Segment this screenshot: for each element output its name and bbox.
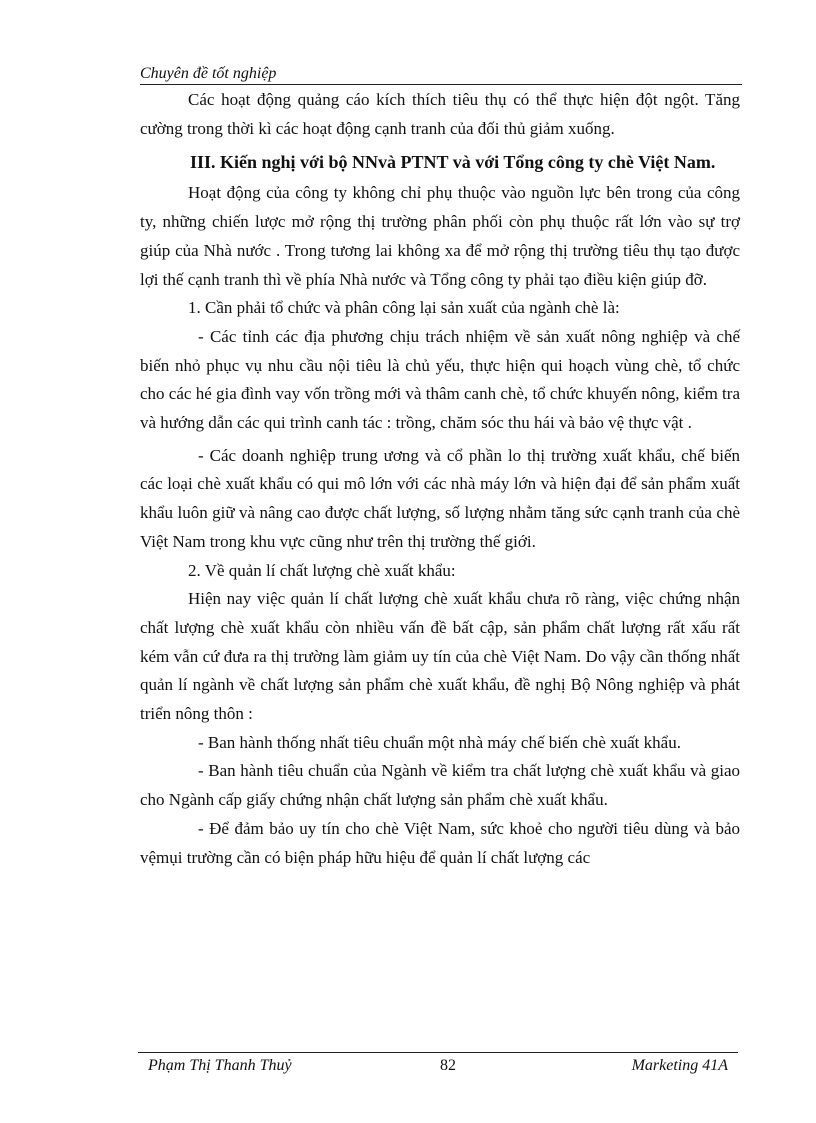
paragraph-quality: Hiện nay việc quản lí chất lượng chè xuất khẩu chưa rõ ràng, việc chứng nhận chất lượng chè xuất khẩu còn nhiều vấn đề bất cập, sản phẩm chất lượng rất xấu rất kém vẫn cứ đưa ra thị trường làm giảm uy tín của chè Việt Nam. Do vậy cần thống nhất quản lí ngành về chất lượng sản phẩm chè xuất khẩu, đề nghị Bộ Nông nghiệp và phát triển nông thôn : xyxy=(140,589,740,724)
header-title: Chuyên đề tốt nghiệp xyxy=(140,65,277,82)
footer-author: Phạm Thị Thanh Thuỷ xyxy=(148,1057,292,1074)
list-item-2: 2. Về quản lí chất lượng chè xuất khẩu: xyxy=(188,560,456,580)
page-header xyxy=(140,64,742,85)
footer-page-number: 82 xyxy=(440,1057,456,1074)
list-item-1: 1. Cần phải tổ chức và phân công lại sản xuất của ngành chè là: xyxy=(188,298,620,318)
section-heading: III. Kiến nghị với bộ NNvà PTNT và với Tổng công ty chè Việt Nam. xyxy=(190,152,716,173)
paragraph-intro: Hoạt động của công ty không chỉ phụ thuộc vào nguồn lực bên trong của công ty, những chiến lược mở rộng thị trường phân phối còn phụ thuộc rất lớn vào sự trợ giúp của Nhà nước . Trong tương lai không xa để mở rộng thị trường tiêu thụ tạo được lợi thế cạnh tranh thì về phía Nhà nước và Tổng công ty phải tạo điều kiện giúp đỡ. xyxy=(140,183,740,289)
bullet-inspection: - Ban hành tiêu chuẩn của Ngành về kiểm tra chất lượng chè xuất khẩu và giao cho Ngành cấp giấy chứng nhận chất lượng sản phẩm chè xuất khẩu. xyxy=(140,761,740,810)
page-footer xyxy=(138,1052,738,1081)
list-item-1b: - Các doanh nghiệp trung ương và cổ phần lo thị trường xuất khẩu, chế biến các loại chè xuất khẩu có qui mô lớn với các nhà máy lớn và hiện đại để sản phẩm xuất khẩu luôn giữ và nâng cao được chất lượng, số lượng nhằm tăng sức cạnh tranh của chè Việt Nam trong khu vực cũng như trên thị trường thế giới. xyxy=(140,445,740,551)
bullet-reputation: - Để đảm bảo uy tín cho chè Việt Nam, sức khoẻ cho người tiêu dùng và bảo vệmụi trường cần có biện pháp hữu hiệu để quản lí chất lượng các xyxy=(140,818,740,867)
document-body xyxy=(140,86,740,872)
list-item-1a: - Các tỉnh các địa phương chịu trách nhiệm về sản xuất nông nghiệp và chế biến nhỏ phục vụ nhu cầu nội tiêu là chủ yếu, thực hiện qui hoạch vùng chè, tổ chức cho các hé gia đình vay vốn trồng mới và thâm canh chè, tổ chức khuyến nông, kiểm tra và hướng dẫn các qui trình canh tác : trồng, chăm sóc thu hái và bảo vệ thực vật . xyxy=(140,326,740,433)
paragraph-advertising: Các hoạt động quảng cáo kích thích tiêu thụ có thể thực hiện đột ngột. Tăng cường trong thời kì các hoạt động cạnh tranh của đối thủ giảm xuống. xyxy=(140,90,740,138)
footer-course: Marketing 41A xyxy=(631,1057,728,1074)
bullet-standard: - Ban hành thống nhất tiêu chuẩn một nhà máy chế biến chè xuất khẩu. xyxy=(198,732,681,752)
